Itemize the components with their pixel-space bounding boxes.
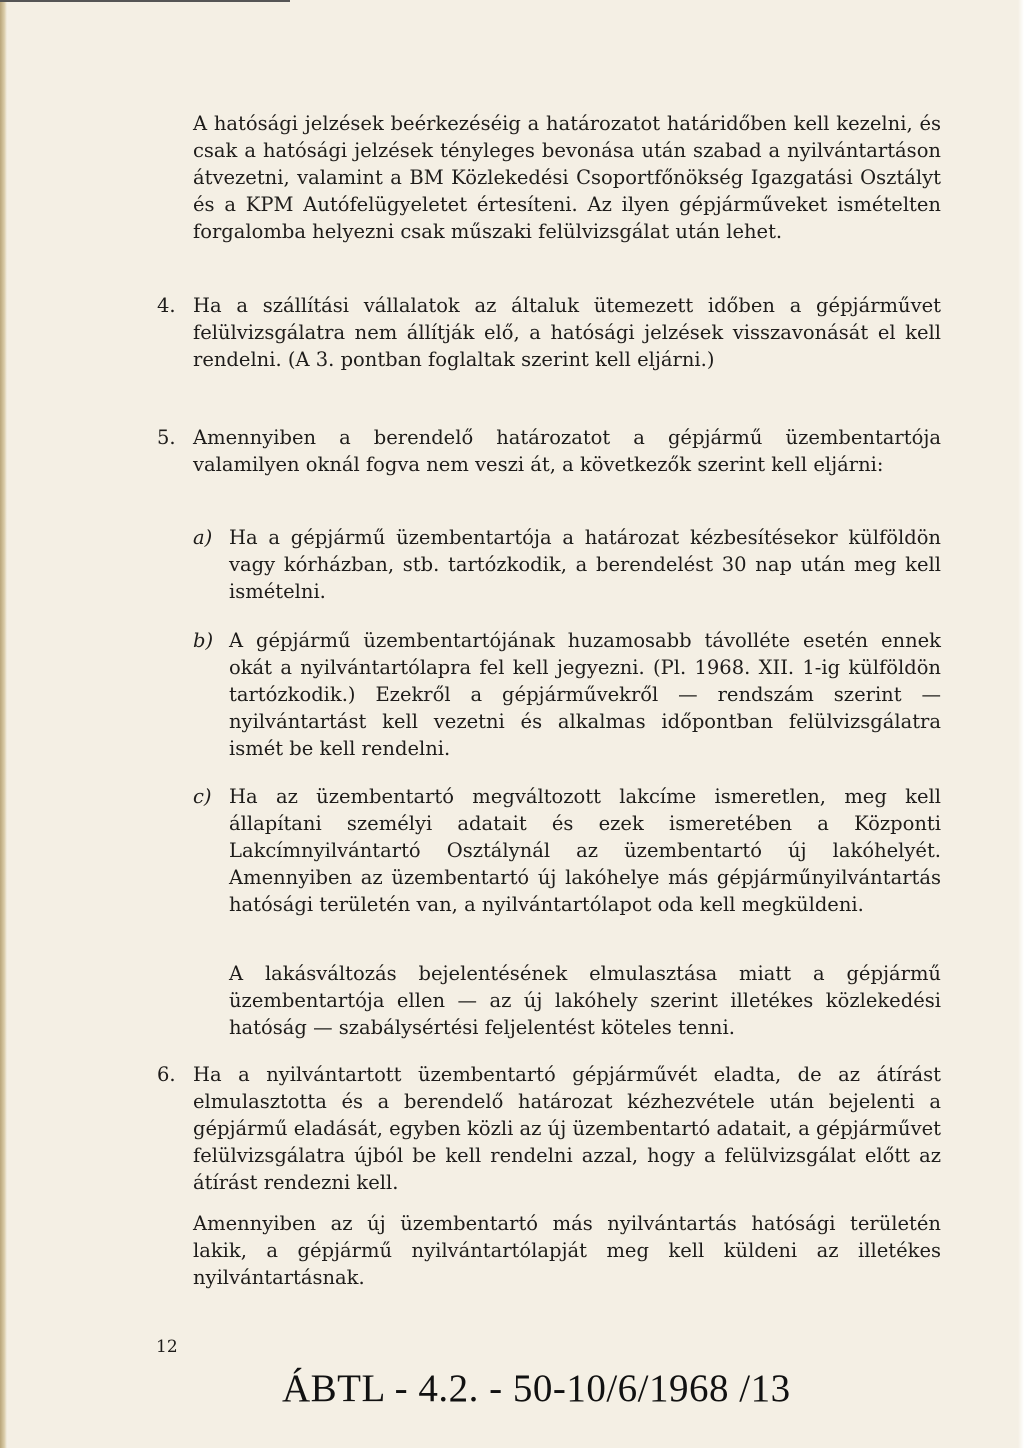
- item-4-text: Ha a szállítási vállalatok az általuk ütemezett időben a gépjárművet felülvizsgálatra nem állítják elő, a hatósági jelzések visszavonását el kell rendelni. (A 3. pontban foglaltak szerint kell eljárni.): [193, 294, 941, 371]
- intro-paragraph: A hatósági jelzések beérkezéséig a határozatot határidőben kell kezelni, és csak a hatósági jelzések tényleges bevonása után szabad a nyilvántartáson átvezetni, valamint a BM Közlekedési Csoportfőnökség Igazgatási Osztályt és a KPM Autófelügyeletet értesíteni. Az ilyen gépjárműveket ismételten forgalomba helyezni csak műszaki felülvizsgálat után lehet.: [193, 112, 941, 243]
- item-6-number: 6.: [157, 1063, 176, 1086]
- item-5a-label: a): [193, 526, 213, 549]
- top-rule: [0, 0, 290, 2]
- item-5-number: 5.: [157, 426, 176, 449]
- item-5-text: Amennyiben a berendelő határozatot a gépjármű üzembentartója valamilyen oknál fogva nem veszi át, a következők szerint kell eljárni:: [193, 426, 941, 476]
- item-5c-text: Ha az üzembentartó megváltozott lakcíme ismeretlen, meg kell állapítani személyi adatait és ezek ismeretében a Központi Lakcímnyilvántartó Osztálynál az üzembentartó új lakóhelyét. Amennyiben az üzembentartó új lakóhelye más gépjárműnyilvántartás hatósági területén van, a nyilvántartólapot oda kell megküldeni.: [229, 785, 941, 916]
- item-5b-text: A gépjármű üzembentartójának huzamosabb távolléte esetén ennek okát a nyilvántartólapra fel kell jegyezni. (Pl. 1968. XII. 1-ig külföldön tartózkodik.) Ezekről a gépjárművekről — rendszám szerint — nyilvántartást kell vezetni és alkalmas időpontban felülvizsgálatra ismét be kell rendelni.: [229, 629, 941, 760]
- item-5c-followup-text: A lakásváltozás bejelentésének elmulasztása miatt a gépjármű üzembentartója ellen — az új lakóhely szerint illetékes közlekedési hatóság — szabálysértési feljelentést köteles tenni.: [229, 962, 941, 1039]
- item-6-text: Ha a nyilvántartott üzembentartó gépjárművét eladta, de az átírást elmulasztotta és a berendelő határozat kézhezvétele után bejelenti a gépjármű eladását, egyben közli az új üzembentartó adatait, a gépjárművet felülvizsgálatra újból be kell rendelni azzal, hogy a felülvizsgálat előtt az átírást rendezni kell.: [193, 1063, 941, 1194]
- archive-reference-stamp: ÁBTL - 4.2. - 50-10/6/1968 /13: [282, 1367, 791, 1410]
- item-5c-label: c): [193, 785, 212, 808]
- item-5b-label: b): [193, 629, 214, 652]
- page-right-edge: [1018, 0, 1024, 1448]
- item-4-number: 4.: [157, 294, 176, 317]
- binding-edge: [0, 0, 7, 1448]
- page-number: 12: [156, 1337, 178, 1357]
- item-6-followup-text: Amennyiben az új üzembentartó más nyilvántartás hatósági területén lakik, a gépjármű nyilvántartólapját meg kell küldeni az illetékes nyilvántartásnak.: [193, 1212, 941, 1289]
- item-5a-text: Ha a gépjármű üzembentartója a határozat kézbesítésekor külföldön vagy kórházban, stb. tartózkodik, a berendelést 30 nap után meg kell ismételni.: [229, 526, 941, 603]
